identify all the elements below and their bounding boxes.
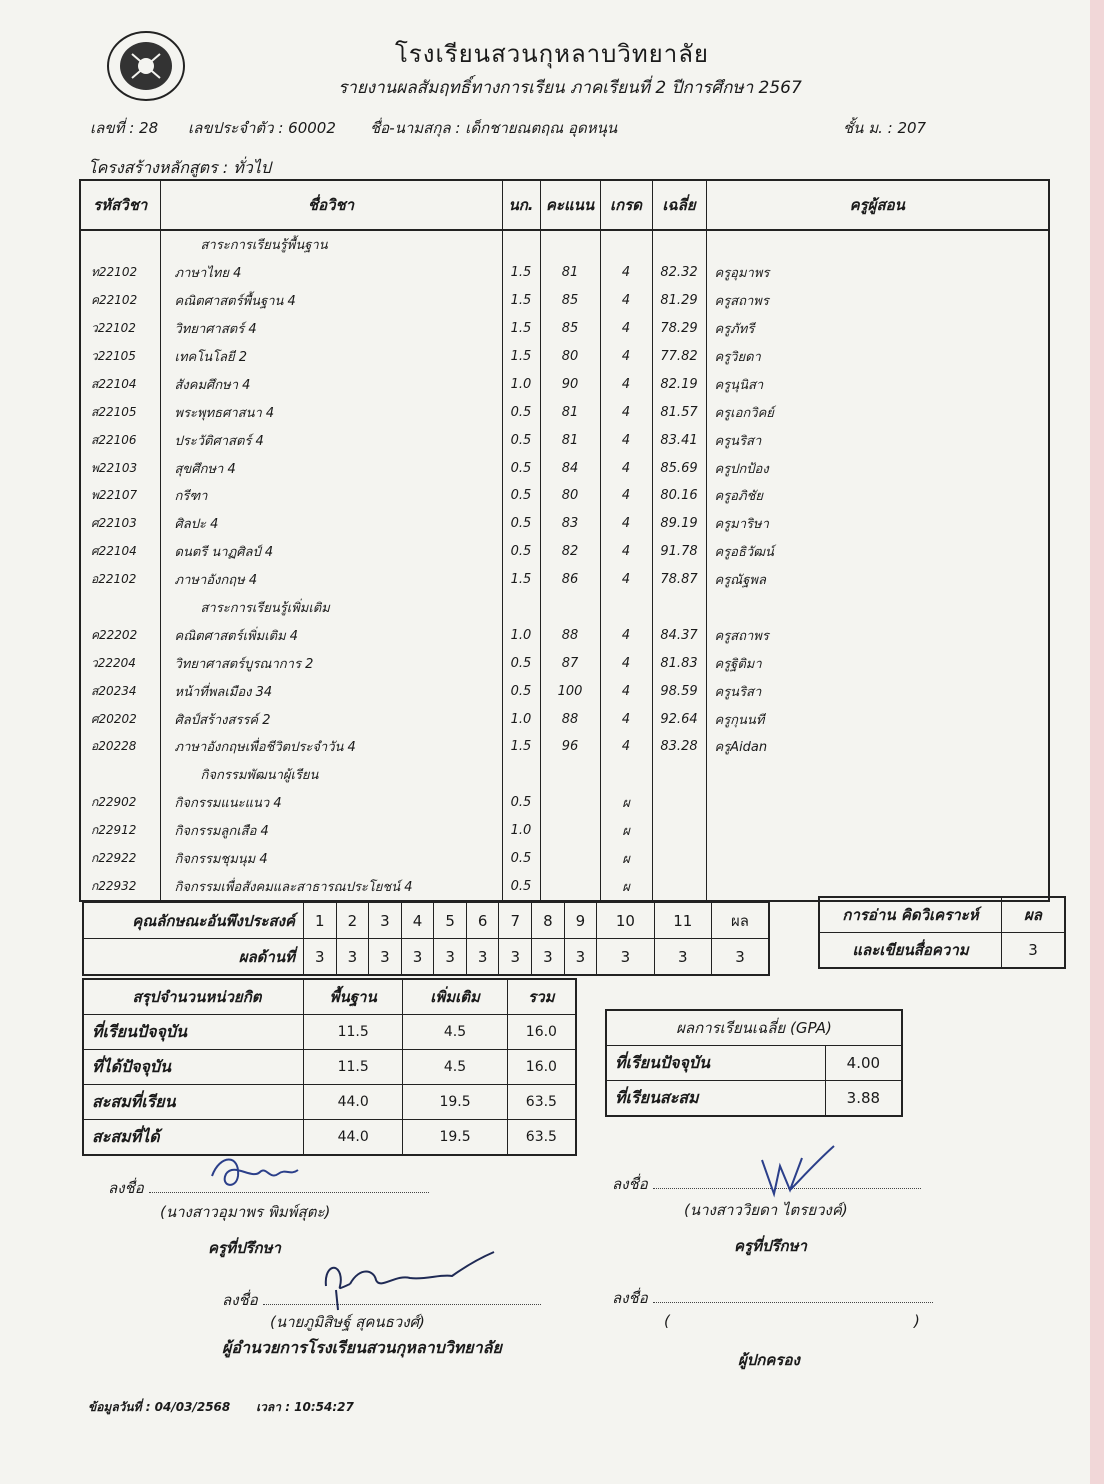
average [652, 789, 706, 817]
empty-cell [540, 594, 600, 622]
credits-total: 63.5 [507, 1120, 576, 1156]
average [652, 872, 706, 901]
subject-code: ค22102 [80, 287, 160, 315]
trait-value: 3 [712, 939, 770, 976]
trait-number: 3 [369, 902, 402, 939]
gpa-table [605, 1009, 903, 1117]
score: 80 [540, 482, 600, 510]
teacher: ครูณัฐพล [706, 566, 1049, 594]
teacher [706, 845, 1049, 873]
subject-name: คณิตศาสตร์พื้นฐาน 4 [160, 287, 502, 315]
credit: 1.0 [502, 621, 540, 649]
subject-name: หน้าที่พลเมือง 34 [160, 677, 502, 705]
credits-header-basic: พื้นฐาน [304, 979, 403, 1015]
average: 91.78 [652, 538, 706, 566]
grade: 4 [600, 733, 652, 761]
table-row [80, 426, 1049, 454]
average: 89.19 [652, 510, 706, 538]
average [652, 817, 706, 845]
reading-label-1: การอ่าน คิดวิเคราะห์ [819, 897, 1002, 933]
credits-extra: 4.5 [403, 1050, 507, 1085]
group-title: สาระการเรียนรู้เพิ่มเติม [160, 594, 502, 622]
score: 87 [540, 649, 600, 677]
subject-code: อ20228 [80, 733, 160, 761]
trait-value: 3 [654, 939, 711, 976]
credit: 0.5 [502, 510, 540, 538]
teacher: ครูฐิติมา [706, 649, 1049, 677]
subject-code: ก22902 [80, 789, 160, 817]
score: 90 [540, 370, 600, 398]
trait-number: 10 [597, 902, 654, 939]
subject-name: วิทยาศาสตร์ 4 [160, 315, 502, 343]
table-row [80, 566, 1049, 594]
grade: ผ [600, 845, 652, 873]
credit: 1.5 [502, 315, 540, 343]
subject-name: ภาษาอังกฤษเพื่อชีวิตประจำวัน 4 [160, 733, 502, 761]
subject-code: ก22922 [80, 845, 160, 873]
credits-basic: 11.5 [304, 1050, 403, 1085]
teacher: ครูเอกวิคย์ [706, 398, 1049, 426]
empty-cell [502, 230, 540, 259]
credit: 0.5 [502, 482, 540, 510]
average: 81.83 [652, 649, 706, 677]
subject-name: เทคโนโลยี 2 [160, 343, 502, 371]
credits-total: 16.0 [507, 1050, 576, 1085]
empty-cell [600, 230, 652, 259]
parent-open: ( [664, 1312, 670, 1330]
subject-name: กิจกรรมชุมนุม 4 [160, 845, 502, 873]
subject-code: ส22106 [80, 426, 160, 454]
curriculum: โครงสร้างหลักสูตร : ทั่วไป [88, 158, 271, 177]
credits-total: 16.0 [507, 1015, 576, 1050]
average [652, 845, 706, 873]
average: 83.41 [652, 426, 706, 454]
traits-label: คุณลักษณะอันพึงประสงค์ [83, 902, 304, 939]
trait-value: 3 [499, 939, 532, 976]
grade: 4 [600, 677, 652, 705]
grade: 4 [600, 482, 652, 510]
director-signature [310, 1244, 500, 1314]
score [540, 789, 600, 817]
subject-name: กิจกรรมแนะแนว 4 [160, 789, 502, 817]
subject-code: ว22204 [80, 649, 160, 677]
empty-cell [706, 230, 1049, 259]
header-average: เฉลี่ย [652, 180, 706, 230]
gpa-cumulative-label: ที่เรียนสะสม [606, 1081, 825, 1117]
empty-cell [706, 761, 1049, 789]
empty-cell [600, 761, 652, 789]
subject-name: สังคมศึกษา 4 [160, 370, 502, 398]
table-row [80, 398, 1049, 426]
table-row [80, 621, 1049, 649]
teacher: ครูสถาพร [706, 287, 1049, 315]
student-number: เลขที่ : 28 [90, 119, 159, 137]
credit: 0.5 [502, 454, 540, 482]
group-row [80, 594, 1049, 622]
header-credit: นก. [502, 180, 540, 230]
credits-basic: 11.5 [304, 1015, 403, 1050]
empty-cell [540, 761, 600, 789]
score [540, 845, 600, 873]
credits-header-total: รวม [507, 979, 576, 1015]
credit: 0.5 [502, 677, 540, 705]
trait-number: 2 [336, 902, 369, 939]
trait-number: 9 [564, 902, 597, 939]
credit: 1.5 [502, 287, 540, 315]
grade: 4 [600, 259, 652, 287]
subject-code: ว22105 [80, 343, 160, 371]
student-name: ชื่อ-นามสกุล : เด็กชายณตฤณ อุดหนุน [370, 119, 618, 137]
grade: 4 [600, 566, 652, 594]
teacher: ครูปกป้อง [706, 454, 1049, 482]
grade: 4 [600, 705, 652, 733]
sign-parent [612, 1286, 933, 1310]
average: 78.29 [652, 315, 706, 343]
subject-code: ศ22103 [80, 510, 160, 538]
empty-cell [652, 230, 706, 259]
credit: 1.5 [502, 733, 540, 761]
teacher: ครูสถาพร [706, 621, 1049, 649]
grade: ผ [600, 817, 652, 845]
teacher [706, 789, 1049, 817]
reading-result-header: ผล [1002, 897, 1066, 933]
gpa-current: 4.00 [825, 1046, 902, 1081]
credits-table [82, 978, 577, 1156]
credits-row-label: สะสมที่เรียน [83, 1085, 304, 1120]
grades-body [80, 230, 1049, 901]
score [540, 817, 600, 845]
trait-number: 6 [466, 902, 499, 939]
table-row [80, 287, 1049, 315]
header-teacher: ครูผู้สอน [706, 180, 1049, 230]
grade: 4 [600, 538, 652, 566]
table-row [80, 482, 1049, 510]
grade: 4 [600, 454, 652, 482]
credits-header-label: สรุปจำนวนหน่วยกิต [83, 979, 304, 1015]
grade: ผ [600, 789, 652, 817]
credits-extra: 19.5 [403, 1120, 507, 1156]
reading-table [818, 896, 1066, 969]
subject-code: ท22102 [80, 259, 160, 287]
score [540, 872, 600, 901]
table-row [80, 677, 1049, 705]
subject-code: ส22104 [80, 370, 160, 398]
credits-header-extra: เพิ่มเติม [403, 979, 507, 1015]
subject-code: ค22202 [80, 621, 160, 649]
table-row [80, 817, 1049, 845]
report-title: รายงานผลสัมฤทธิ์ทางการเรียน ภาคเรียนที่ 2 ปีการศึกษา 2567 [338, 78, 802, 98]
header-code: รหัสวิชา [80, 180, 160, 230]
trait-number: 1 [304, 902, 337, 939]
credits-total: 63.5 [507, 1085, 576, 1120]
traits-table [82, 901, 770, 976]
header-subject: ชื่อวิชา [160, 180, 502, 230]
gpa-title: ผลการเรียนเฉลี่ย (GPA) [606, 1010, 902, 1046]
empty-cell [80, 230, 160, 259]
teacher: ครูนริสา [706, 677, 1049, 705]
gpa-cumulative: 3.88 [825, 1081, 902, 1117]
credit: 0.5 [502, 649, 540, 677]
subject-code: อ22102 [80, 566, 160, 594]
grade: 4 [600, 510, 652, 538]
subject-code: ส20234 [80, 677, 160, 705]
credits-basic: 44.0 [304, 1120, 403, 1156]
sign-label: ลงชื่อ [612, 1175, 648, 1193]
sign-label: ลงชื่อ [108, 1179, 144, 1197]
subject-code: พ22103 [80, 454, 160, 482]
subject-name: พระพุทธศาสนา 4 [160, 398, 502, 426]
trait-value: 3 [597, 939, 654, 976]
empty-cell [652, 594, 706, 622]
average: 92.64 [652, 705, 706, 733]
credit: 0.5 [502, 789, 540, 817]
trait-value: 3 [466, 939, 499, 976]
average: 81.57 [652, 398, 706, 426]
table-row [80, 370, 1049, 398]
subject-name: กิจกรรมลูกเสือ 4 [160, 817, 502, 845]
data-time: เวลา : 10:54:27 [256, 1400, 354, 1414]
subject-code: พ22107 [80, 482, 160, 510]
trait-number: 7 [499, 902, 532, 939]
teacher: ครูวิยดา [706, 343, 1049, 371]
sign-label: ลงชื่อ [612, 1289, 648, 1307]
subject-name: ดนตรี นาฏศิลป์ 4 [160, 538, 502, 566]
empty-cell [502, 594, 540, 622]
table-row [80, 789, 1049, 817]
subject-code: ส22105 [80, 398, 160, 426]
average: 82.32 [652, 259, 706, 287]
credit: 1.5 [502, 566, 540, 594]
empty-cell [80, 761, 160, 789]
advisor1-signature [200, 1146, 310, 1196]
credits-extra: 4.5 [403, 1015, 507, 1050]
table-row [80, 510, 1049, 538]
average: 83.28 [652, 733, 706, 761]
score: 81 [540, 259, 600, 287]
average: 80.16 [652, 482, 706, 510]
header-grade: เกรด [600, 180, 652, 230]
subject-code: ศ22104 [80, 538, 160, 566]
teacher: ครูมาริษา [706, 510, 1049, 538]
parent-role: ผู้ปกครอง [738, 1351, 800, 1369]
subject-code: ก22932 [80, 872, 160, 901]
subject-name: ศิลป์สร้างสรรค์ 2 [160, 705, 502, 733]
subject-code: ก22912 [80, 817, 160, 845]
teacher: ครูนุนิสา [706, 370, 1049, 398]
traits-result-label: ผลด้านที่ [83, 939, 304, 976]
score: 83 [540, 510, 600, 538]
table-row [80, 733, 1049, 761]
trait-value: 3 [434, 939, 467, 976]
subject-name: สุขศึกษา 4 [160, 454, 502, 482]
trait-number: 5 [434, 902, 467, 939]
empty-cell [502, 761, 540, 789]
advisor2-name: (นางสาววิยดา ไตรยวงค์) [684, 1201, 848, 1219]
teacher: ครูภัทรี [706, 315, 1049, 343]
advisor2-role: ครูที่ปรึกษา [734, 1237, 807, 1255]
score: 85 [540, 287, 600, 315]
data-date: ข้อมูลวันที่ : 04/03/2568 [88, 1400, 231, 1414]
credit: 1.5 [502, 259, 540, 287]
score: 88 [540, 705, 600, 733]
grade: 4 [600, 315, 652, 343]
trait-value: 3 [532, 939, 565, 976]
trait-number: 4 [401, 902, 434, 939]
credit: 1.0 [502, 817, 540, 845]
advisor1-name: (นางสาวอุมาพร พิมพ์สุตะ) [160, 1203, 331, 1221]
average: 77.82 [652, 343, 706, 371]
score: 88 [540, 621, 600, 649]
teacher: ครูอธิวัฒน์ [706, 538, 1049, 566]
credit: 0.5 [502, 872, 540, 901]
trait-value: 3 [369, 939, 402, 976]
table-row [80, 454, 1049, 482]
score: 100 [540, 677, 600, 705]
credits-extra: 19.5 [403, 1085, 507, 1120]
grades-table [79, 179, 1050, 902]
subject-code: ว22102 [80, 315, 160, 343]
score: 82 [540, 538, 600, 566]
average: 85.69 [652, 454, 706, 482]
grade: 4 [600, 370, 652, 398]
credit: 0.5 [502, 398, 540, 426]
average: 98.59 [652, 677, 706, 705]
average: 78.87 [652, 566, 706, 594]
trait-value: 3 [401, 939, 434, 976]
subject-name: ศิลปะ 4 [160, 510, 502, 538]
trait-value: 3 [336, 939, 369, 976]
teacher: ครูกุนนที [706, 705, 1049, 733]
score: 81 [540, 426, 600, 454]
subject-name: ภาษาอังกฤษ 4 [160, 566, 502, 594]
average: 82.19 [652, 370, 706, 398]
table-row [80, 845, 1049, 873]
teacher: ครูนริสา [706, 426, 1049, 454]
table-row [80, 538, 1049, 566]
credits-row-label: สะสมที่ได้ [83, 1120, 304, 1156]
grade: 4 [600, 426, 652, 454]
subject-name: กรีฑา [160, 482, 502, 510]
credits-row-label: ที่ได้ปัจจุบัน [83, 1050, 304, 1085]
empty-cell [652, 761, 706, 789]
credit: 1.5 [502, 343, 540, 371]
footer [88, 1398, 354, 1417]
gpa-current-label: ที่เรียนปัจจุบัน [606, 1046, 825, 1081]
table-row [80, 315, 1049, 343]
signature-line [653, 1290, 933, 1303]
score: 81 [540, 398, 600, 426]
table-row [80, 259, 1049, 287]
grade: 4 [600, 398, 652, 426]
group-row [80, 230, 1049, 259]
table-row [80, 343, 1049, 371]
grade: ผ [600, 872, 652, 901]
director-name: (นายภูมิสิษฐ์ สุคนธวงศ์) [270, 1313, 425, 1331]
advisor1-role: ครูที่ปรึกษา [208, 1239, 281, 1257]
grade: 4 [600, 343, 652, 371]
average: 81.29 [652, 287, 706, 315]
grade: 4 [600, 287, 652, 315]
reading-label-2: และเขียนสื่อความ [819, 933, 1002, 969]
teacher: ครูAidan [706, 733, 1049, 761]
table-row [80, 649, 1049, 677]
score: 85 [540, 315, 600, 343]
credit: 0.5 [502, 845, 540, 873]
student-id: เลขประจำตัว : 60002 [188, 119, 336, 137]
group-row [80, 761, 1049, 789]
trait-number: ผล [712, 902, 770, 939]
subject-name: กิจกรรมเพื่อสังคมและสาธารณประโยชน์ 4 [160, 872, 502, 901]
grade: 4 [600, 649, 652, 677]
score: 96 [540, 733, 600, 761]
trait-value: 3 [564, 939, 597, 976]
empty-cell [706, 594, 1049, 622]
subject-name: ภาษาไทย 4 [160, 259, 502, 287]
credit: 0.5 [502, 426, 540, 454]
table-row [80, 705, 1049, 733]
parent-close: ) [914, 1312, 920, 1330]
credit: 1.0 [502, 705, 540, 733]
empty-cell [540, 230, 600, 259]
credit: 1.0 [502, 370, 540, 398]
score: 80 [540, 343, 600, 371]
group-title: สาระการเรียนรู้พื้นฐาน [160, 230, 502, 259]
trait-number: 11 [654, 902, 711, 939]
director-role: ผู้อำนวยการโรงเรียนสวนกุหลาบวิทยาลัย [222, 1338, 502, 1357]
sign-label: ลงชื่อ [222, 1291, 258, 1309]
teacher: ครูอภิชัย [706, 482, 1049, 510]
subject-name: วิทยาศาสตร์บูรณาการ 2 [160, 649, 502, 677]
trait-number: 8 [532, 902, 565, 939]
grade: 4 [600, 621, 652, 649]
page-edge [1090, 0, 1104, 1484]
trait-value: 3 [304, 939, 337, 976]
group-title: กิจกรรมพัฒนาผู้เรียน [160, 761, 502, 789]
credits-basic: 44.0 [304, 1085, 403, 1120]
student-class: ชั้น ม. : 207 [843, 119, 927, 137]
teacher: ครูอุมาพร [706, 259, 1049, 287]
school-name: โรงเรียนสวนกุหลาบวิทยาลัย [395, 40, 709, 68]
subject-name: ประวัติศาสตร์ 4 [160, 426, 502, 454]
credit: 0.5 [502, 538, 540, 566]
score: 86 [540, 566, 600, 594]
subject-name: คณิตศาสตร์เพิ่มเติม 4 [160, 621, 502, 649]
reading-result: 3 [1002, 933, 1066, 969]
empty-cell [600, 594, 652, 622]
teacher [706, 817, 1049, 845]
credits-row-label: ที่เรียนปัจจุบัน [83, 1015, 304, 1050]
subject-code: ศ20202 [80, 705, 160, 733]
header-score: คะแนน [540, 180, 600, 230]
empty-cell [80, 594, 160, 622]
average: 84.37 [652, 621, 706, 649]
score: 84 [540, 454, 600, 482]
